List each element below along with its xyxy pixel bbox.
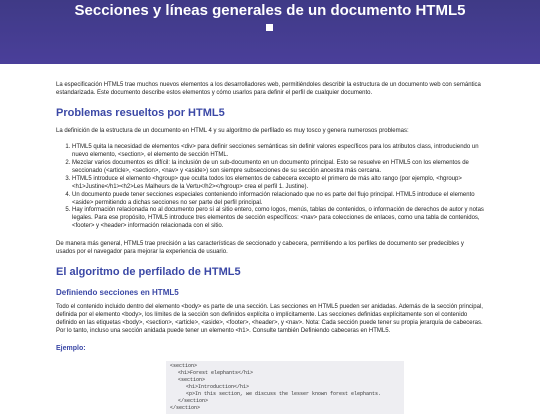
code-line: <h1>Forest elephants</h1> — [178, 369, 254, 376]
problems-closing: De manera más general, HTML5 trae precisión a las características de seccionado y cabecera, permitiendo a los perfiles de documento ser predecibles y usados por el navegador para mejorar la experiencia de usuario. — [56, 241, 464, 256]
list-item: 4. Un documento puede tener secciones especiales conteniendo información relacionado que no es parte del flujo principal. HTML5 introduce el elemento <aside> permitiendo a dichas secciones no ser parte del perfil principal. — [72, 192, 484, 208]
section-heading-problems: Problemas resueltos por HTML5 — [56, 106, 225, 119]
code-example — [166, 361, 404, 414]
code-line: <section> — [170, 362, 198, 369]
page-title: Secciones y líneas generales de un documento HTML5 — [74, 2, 466, 19]
problems-list — [56, 144, 484, 231]
code-line: </section> — [178, 397, 209, 404]
broken-image-icon — [266, 24, 273, 31]
code-line: <section> — [178, 376, 206, 383]
code-line: <p>In this section, we discuss the lesser known forest elephants. — [186, 390, 382, 397]
code-line: </section> — [170, 404, 201, 411]
page-header — [0, 0, 540, 64]
list-item: 2. Mezclar varios documentos es difícil: la inclusión de un sub-documento en un documento principal. Esto se resuelve en HTML5 con los elementos de seccionado (<article>, <section>, <nav> y <aside>) son siempre subsecciones de su sección ancestra más cercana. — [72, 160, 484, 176]
code-line: <h1>Introduction</h1> — [186, 383, 250, 390]
problems-lead: La definición de la estructura de un documento en HTML 4 y su algoritmo de perfilado es muy tosco y genera numerosos problemas: — [56, 128, 409, 135]
example-label: Ejemplo: — [56, 344, 86, 352]
list-item: 3. HTML5 introduce el elemento <hgroup> que oculta todos los elementos de cabecera excepto el primero de más alto rango (por ejemplo, <hgroup><h1>Justine</h1><h2>Les Malheurs de la Vertu</h2></hgroup> crea el perfil 1. Justine). — [72, 176, 484, 192]
intro-paragraph: La especificación HTML5 trae muchos nuevos elementos a los desarrolladores web, permitiéndoles describir la estructura de un documento web con semántica estandarizada. Este documento describe estos elementos y cómo usarlos para definir el perfil de cualquier documento. — [56, 82, 481, 96]
subsection-heading-defining: Definiendo secciones en HTML5 — [56, 287, 179, 297]
section-heading-algorithm: El algoritmo de perfilado de HTML5 — [56, 266, 241, 279]
list-item: 5. Hay información relacionada no al documento pero sí al sitio entero, como logos, menús, tablas de contenidos, o información de derechos de autor y notas legales. Para ese propósito, HTML5 introduce tres elementos de sección específicos: <nav> para colecciones de enlaces, como una tabla de contenidos, <footer> y <header> información relacionada con el sitio. — [72, 207, 484, 231]
document-body — [56, 82, 484, 414]
defining-paragraph: Todo el contenido incluido dentro del elemento <body> es parte de una sección. Las secciones en HTML5 pueden ser anidadas. Además de la sección principal, definida por el elemento <body>, los límites de la sección son definidos explícita o implícitamente. Las secciones definidas explícitamente son el contenido definido en las etiquetas <body>, <section>, <article>, <aside>, <footer>, <header>, y <nav>. Nota: Cada sección puede tener su propia jerarquía de cabeceras. Por lo tanto, incluso una sección anidada puede tener un elemento <h1>. Consulte también Definiendo cabeceras en HTML5. — [56, 304, 483, 334]
list-item: 1. HTML5 quita la necesidad de elementos <div> para definir secciones semánticas sin definir valores específicos para los atributos class, introduciendo un nuevo elemento, <section>, el elemento de sección HTML. — [72, 144, 484, 160]
